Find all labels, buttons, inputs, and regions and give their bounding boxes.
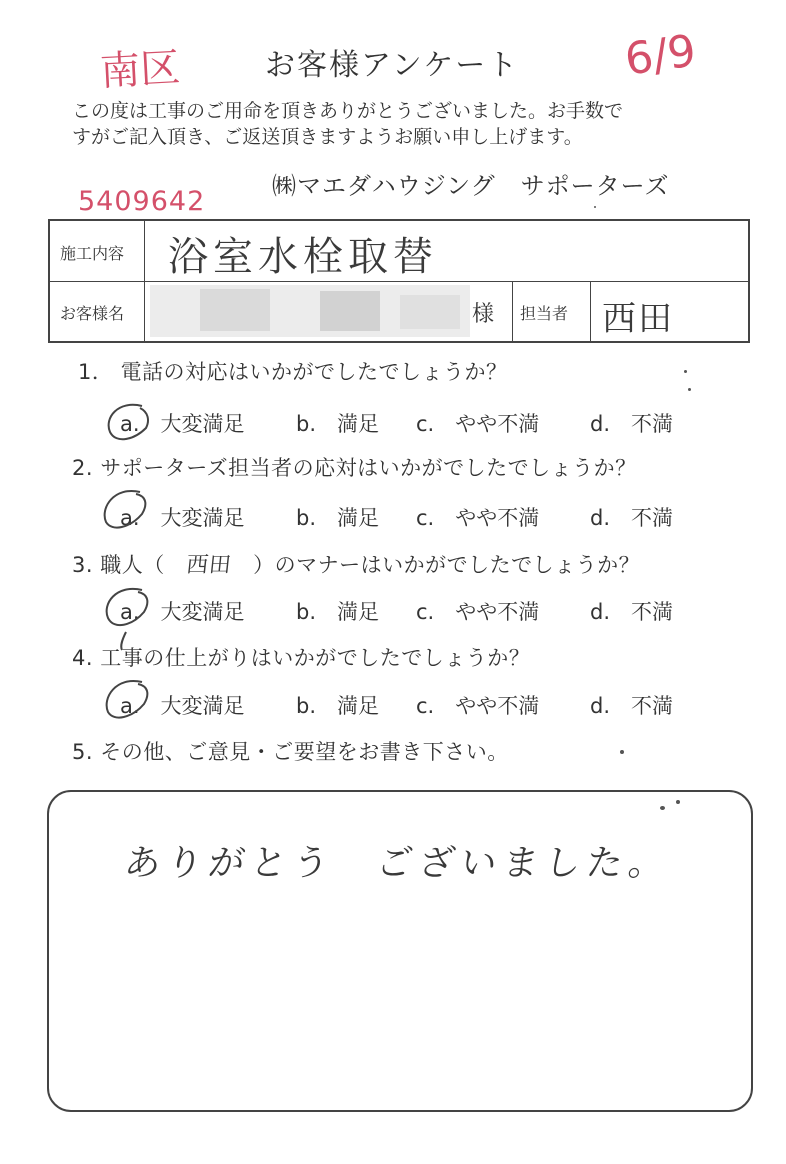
option-d[interactable]: d. 不満 (590, 600, 674, 624)
question-text: 電話の対応はいかがでしたでしょうか？ (120, 360, 508, 384)
question-text-after: ）のマナーはいかがでしたでしょうか？ (253, 553, 641, 577)
scan-speck (684, 370, 687, 373)
scan-speck (676, 800, 680, 804)
option-d[interactable]: d. 不満 (590, 412, 674, 436)
option-a[interactable]: a. 大変満足 (120, 694, 245, 718)
date-note: 6/9 (621, 25, 700, 86)
option-a[interactable]: a. 大変満足 (120, 412, 245, 436)
honorific: 様 (472, 302, 495, 327)
scan-speck (620, 750, 624, 754)
option-c[interactable]: c. やや不満 (416, 694, 540, 718)
option-b[interactable]: b. 満足 (296, 506, 380, 530)
scan-speck (660, 806, 665, 810)
answer-circle-2 (105, 491, 146, 528)
option-c[interactable]: c. やや不満 (416, 600, 540, 624)
ward-note: 南区 (99, 44, 182, 96)
option-b[interactable]: b. 満足 (296, 694, 380, 718)
question-text: サポーターズ担当者の応対はいかがでしたでしょうか？ (100, 456, 637, 480)
work-value[interactable]: 浴室水栓取替 (168, 234, 438, 280)
option-d[interactable]: d. 不満 (590, 694, 674, 718)
question-text: 工事の仕上がりはいかがでしたでしょうか？ (100, 646, 531, 670)
option-a[interactable]: a. 大変満足 (120, 506, 245, 530)
option-b[interactable]: b. 満足 (296, 600, 380, 624)
id-note: 5409642 (78, 186, 206, 217)
staff-value[interactable]: 西田 (602, 299, 674, 339)
answer-circle-4 (107, 681, 148, 718)
question-number: 4. (72, 646, 94, 670)
question-number: 3. (72, 553, 94, 577)
answer-circle-3 (107, 589, 148, 625)
pen-tail (121, 632, 126, 650)
question-number: 1． (78, 360, 114, 384)
option-c[interactable]: c. やや不満 (416, 506, 540, 530)
option-c[interactable]: c. やや不満 (416, 412, 540, 436)
page-title: お客様アンケート (265, 48, 520, 83)
customer-label: お客様名 (60, 304, 125, 323)
option-b[interactable]: b. 満足 (296, 412, 380, 436)
option-a[interactable]: a. 大変満足 (120, 600, 245, 624)
company-name: ㈱マエダハウジング サポーターズ (272, 172, 670, 200)
question-text: 職人（ (100, 553, 165, 577)
question-text: その他、ご意見・ご要望をお書き下さい。 (100, 740, 509, 764)
craftsman-name[interactable]: 西田 (184, 553, 233, 578)
scan-speck (688, 388, 691, 391)
staff-label: 担当者 (520, 304, 569, 323)
scan-speck (594, 206, 596, 208)
comment-text[interactable]: ありがとう ございました。 (121, 843, 674, 884)
intro-line-1: この度は工事のご用命を頂きありがとうございました。お手数で (72, 100, 624, 122)
answer-circle-1 (109, 405, 148, 439)
question-number: 2. (72, 456, 94, 480)
work-label: 施工内容 (60, 244, 125, 263)
intro-line-2: すがご記入頂き、ご返送頂きますようお願い申し上げます。 (72, 126, 583, 148)
option-d[interactable]: d. 不満 (590, 506, 674, 530)
question-number: 5. (72, 740, 94, 764)
